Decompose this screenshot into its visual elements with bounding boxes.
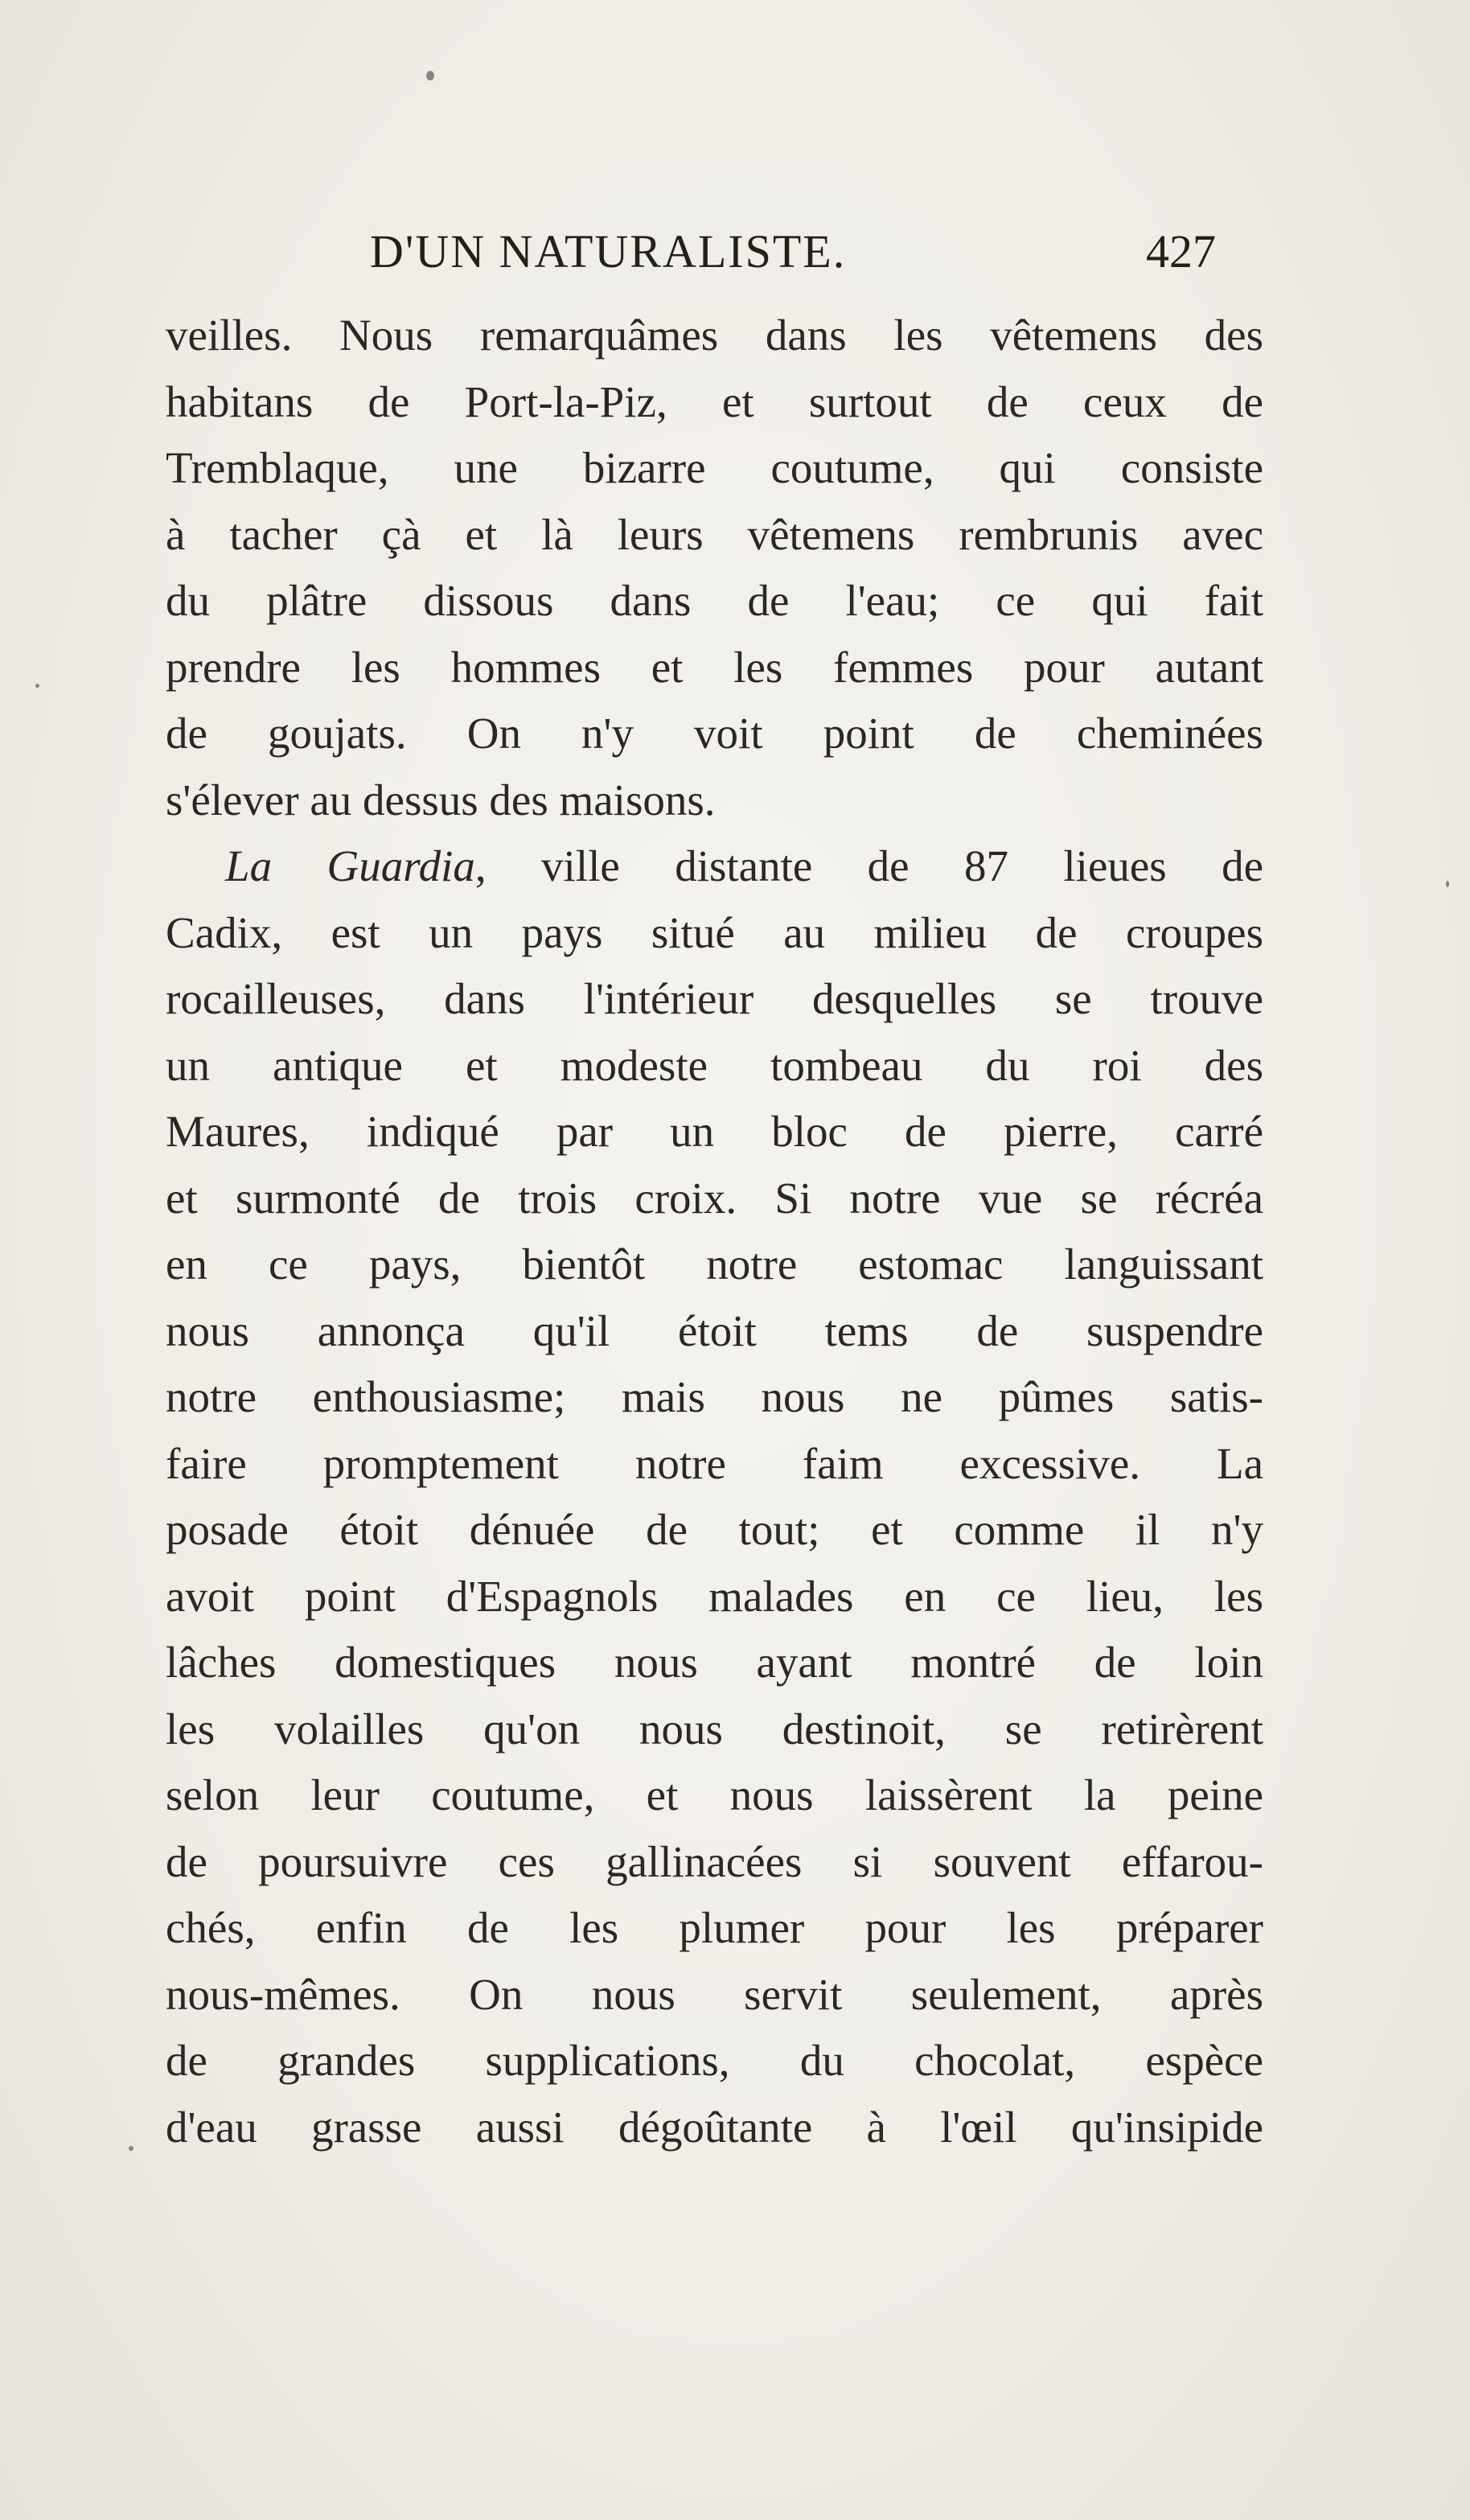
text-line: nous-mêmes. On nous servit seulement, après [166, 1969, 1263, 2019]
text-line: habitans de Port-la-Piz, et surtout de ceux de [166, 376, 1263, 426]
text-line: notre enthousiasme; mais nous ne pûmes satis- [166, 1372, 1263, 1421]
text-line: nous annonça qu'il étoit tems de suspendre [166, 1305, 1263, 1355]
ink-speck [129, 2146, 133, 2151]
text-line: avoit point d'Espagnols malades en ce lieu, les [166, 1571, 1263, 1621]
text-line: en ce pays, bientôt notre estomac languissant [166, 1239, 1263, 1289]
opening-line-rest: , ville distante de 87 lieues de [474, 841, 1264, 890]
text-line: faire promptement notre faim excessive. La [166, 1438, 1263, 1488]
text-line: s'élever au dessus des maisons. [166, 775, 716, 824]
running-head-title: D'UN NATURALISTE. [370, 225, 847, 277]
text-line: les volailles qu'on nous destinoit, se retirèrent [166, 1704, 1263, 1753]
paragraph-opening-line [166, 833, 1263, 900]
place-name-italic: La Guardia [225, 841, 475, 890]
text-line: lâches domestiques nous ayant montré de loin [166, 1638, 1263, 1687]
text-line: posade étoit dénuée de tout; et comme il n'y [166, 1505, 1263, 1554]
body-text [166, 302, 1263, 2160]
text-line: de goujats. On n'y voit point de cheminées [166, 709, 1263, 758]
text-line: veilles. Nous remarquâmes dans les vêtemens des [166, 310, 1263, 360]
text-line: d'eau grasse aussi dégoûtante à l'œil qu'insipide [166, 2102, 1263, 2152]
text-line: Maures, indiqué par un bloc de pierre, carré [166, 1107, 1263, 1156]
text-line: de poursuivre ces gallinacées si souvent effarou- [166, 1836, 1263, 1886]
text-line: Cadix, est un pays situé au milieu de croupes [166, 907, 1263, 957]
text-line: prendre les hommes et les femmes pour autant [166, 642, 1263, 692]
text-line: un antique et modeste tombeau du roi des [166, 1040, 1263, 1090]
ink-speck [1446, 881, 1449, 887]
page-number: 427 [1146, 225, 1216, 277]
ink-speck [426, 71, 434, 80]
ink-speck [35, 684, 39, 688]
text-line: rocailleuses, dans l'intérieur desquelles se trouve [166, 974, 1263, 1023]
text-line: selon leur coutume, et nous laissèrent la peine [166, 1770, 1263, 1819]
text-line: et surmonté de trois croix. Si notre vue se récréa [166, 1173, 1263, 1223]
text-line: du plâtre dissous dans de l'eau; ce qui fait [166, 576, 1263, 625]
text-line: Tremblaque, une bizarre coutume, qui consiste [166, 443, 1263, 492]
running-head [169, 216, 1263, 288]
text-line: de grandes supplications, du chocolat, espèce [166, 2036, 1263, 2085]
text-line: à tacher çà et là leurs vêtemens rembrunis avec [166, 509, 1263, 559]
text-line: chés, enfin de les plumer pour les préparer [166, 1903, 1263, 1952]
